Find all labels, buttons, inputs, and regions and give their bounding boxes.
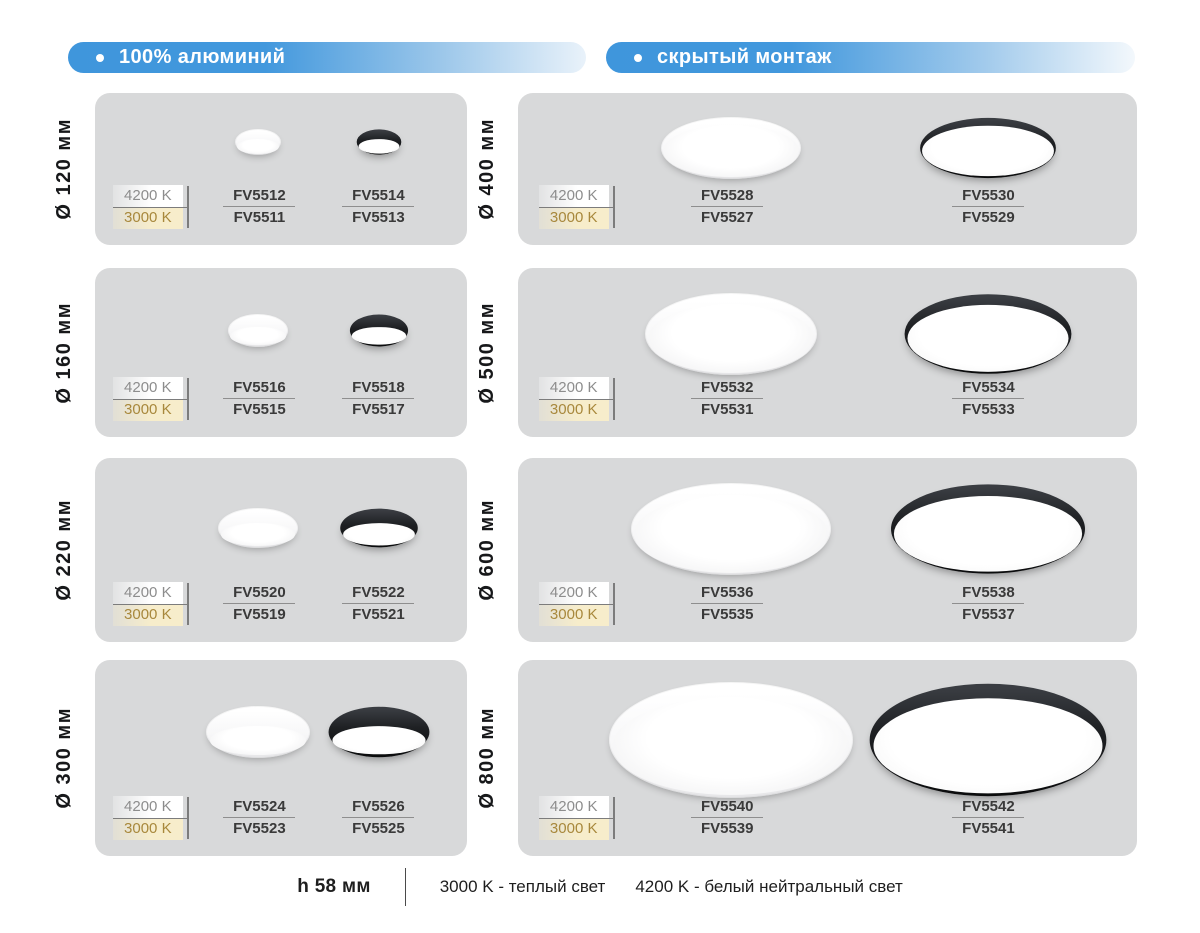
lamp-white-image (661, 117, 801, 179)
product-codes-black (334, 377, 422, 421)
diameter-label: Ø 120 мм (52, 118, 75, 220)
temp-3000-swatch: 3000 K (539, 818, 609, 840)
code-3000: FV5537 (962, 606, 1015, 623)
code-4200: FV5532 (683, 377, 771, 399)
product-card-d220 (52, 458, 467, 642)
product-codes-white (683, 185, 771, 229)
lamp-white-image (631, 483, 831, 575)
color-temp-legend (539, 185, 609, 229)
code-4200: FV5542 (944, 796, 1032, 818)
product-codes-black (944, 185, 1032, 229)
product-card-d120 (52, 93, 467, 245)
temp-3000-swatch: 3000 K (539, 399, 609, 421)
temp-3000-swatch: 3000 K (113, 604, 183, 626)
code-4200: FV5538 (944, 582, 1032, 604)
lamp-white-image (228, 314, 288, 347)
code-4200: FV5516 (215, 377, 303, 399)
code-4200: FV5536 (683, 582, 771, 604)
code-3000: FV5517 (352, 401, 405, 418)
color-temp-legend (539, 377, 609, 421)
code-4200: FV5512 (215, 185, 303, 207)
product-codes-white (215, 796, 303, 840)
code-4200: FV5522 (334, 582, 422, 604)
code-4200: FV5524 (215, 796, 303, 818)
lamp-black-image (357, 129, 402, 154)
code-4200: FV5534 (944, 377, 1032, 399)
product-codes-white (215, 377, 303, 421)
code-3000: FV5535 (700, 606, 754, 623)
color-temp-legend (113, 796, 183, 840)
color-temp-legend (113, 582, 183, 626)
bullet-icon (96, 54, 104, 62)
code-4200: FV5530 (944, 185, 1032, 207)
temp-3000-swatch: 3000 K (539, 207, 609, 229)
code-4200: FV5514 (334, 185, 422, 207)
fixture-height-label: h 58 мм (297, 876, 371, 897)
lamp-white-image (609, 682, 853, 798)
code-4200: FV5540 (683, 796, 771, 818)
product-card-d600 (475, 458, 1137, 642)
color-temp-legend (113, 185, 183, 229)
footer-divider (405, 868, 406, 906)
temp-4200-swatch: 4200 K (539, 185, 609, 207)
temp-3000-swatch: 3000 K (539, 604, 609, 626)
product-codes-black (334, 582, 422, 626)
temp-3000-swatch: 3000 K (113, 818, 183, 840)
lamp-black-image (870, 684, 1107, 797)
product-codes-black (334, 185, 422, 229)
product-codes-black (334, 796, 422, 840)
lamp-white-image (218, 508, 298, 548)
product-card-d500 (475, 268, 1137, 437)
lamp-white-image (206, 706, 310, 758)
code-3000: FV5521 (352, 606, 405, 623)
diameter-label: Ø 300 мм (52, 707, 75, 809)
product-card-d800 (475, 660, 1137, 856)
feature-badge-aluminum (68, 42, 586, 73)
diameter-label: Ø 500 мм (475, 301, 498, 404)
lamp-white-image (235, 129, 281, 155)
temp-4200-swatch: 4200 K (539, 377, 609, 399)
lamp-black-image (350, 314, 408, 346)
code-3000: FV5527 (700, 209, 754, 226)
code-4200: FV5526 (334, 796, 422, 818)
code-3000: FV5539 (700, 820, 754, 837)
temp-4200-swatch: 4200 K (539, 582, 609, 604)
diameter-label: Ø 600 мм (475, 499, 498, 601)
warm-light-legend: 3000 K - теплый свет (439, 877, 606, 896)
code-3000: FV5515 (233, 401, 286, 418)
diameter-label: Ø 220 мм (52, 499, 75, 601)
lamp-black-image (905, 294, 1072, 374)
product-card-d160 (52, 268, 467, 437)
code-3000: FV5513 (352, 209, 405, 226)
code-4200: FV5518 (334, 377, 422, 399)
lamp-black-image (921, 118, 1057, 178)
code-3000: FV5541 (962, 820, 1015, 837)
code-3000: FV5519 (233, 606, 286, 623)
color-temp-legend (539, 582, 609, 626)
code-4200: FV5520 (215, 582, 303, 604)
product-codes-black (944, 377, 1032, 421)
temp-3000-swatch: 3000 K (113, 207, 183, 229)
lamp-black-image (891, 484, 1085, 573)
temp-3000-swatch: 3000 K (113, 399, 183, 421)
color-temp-legend (113, 377, 183, 421)
code-3000: FV5533 (962, 401, 1015, 418)
product-card-d400 (475, 93, 1137, 245)
code-3000: FV5531 (700, 401, 754, 418)
temp-4200-swatch: 4200 K (113, 582, 183, 604)
diameter-label: Ø 160 мм (52, 301, 75, 404)
lamp-white-image (645, 293, 817, 375)
temp-4200-swatch: 4200 K (539, 796, 609, 818)
product-codes-white (683, 377, 771, 421)
neutral-light-legend: 4200 K - белый нейтральный свет (635, 877, 903, 896)
feature-badge-concealed-mount (606, 42, 1135, 73)
code-3000: FV5511 (233, 209, 286, 226)
diameter-label: Ø 400 мм (475, 118, 498, 220)
feature-badge-concealed-mount-label: скрытый монтаж (657, 46, 832, 68)
temp-4200-swatch: 4200 K (113, 185, 183, 207)
product-codes-white (683, 582, 771, 626)
temp-4200-swatch: 4200 K (113, 377, 183, 399)
temp-4200-swatch: 4200 K (113, 796, 183, 818)
bullet-icon (634, 54, 642, 62)
code-3000: FV5525 (352, 820, 405, 837)
product-codes-white (215, 582, 303, 626)
product-codes-white (683, 796, 771, 840)
footer-specs (0, 866, 1200, 908)
product-codes-black (944, 796, 1032, 840)
lamp-black-image (329, 707, 430, 757)
product-codes-white (215, 185, 303, 229)
code-3000: FV5529 (962, 209, 1015, 226)
code-4200: FV5528 (683, 185, 771, 207)
feature-badge-aluminum-label: 100% алюминий (119, 46, 286, 68)
product-codes-black (944, 582, 1032, 626)
code-3000: FV5523 (233, 820, 286, 837)
lamp-black-image (340, 509, 418, 548)
product-card-d300 (52, 660, 467, 856)
color-temp-legend (539, 796, 609, 840)
diameter-label: Ø 800 мм (475, 707, 498, 809)
